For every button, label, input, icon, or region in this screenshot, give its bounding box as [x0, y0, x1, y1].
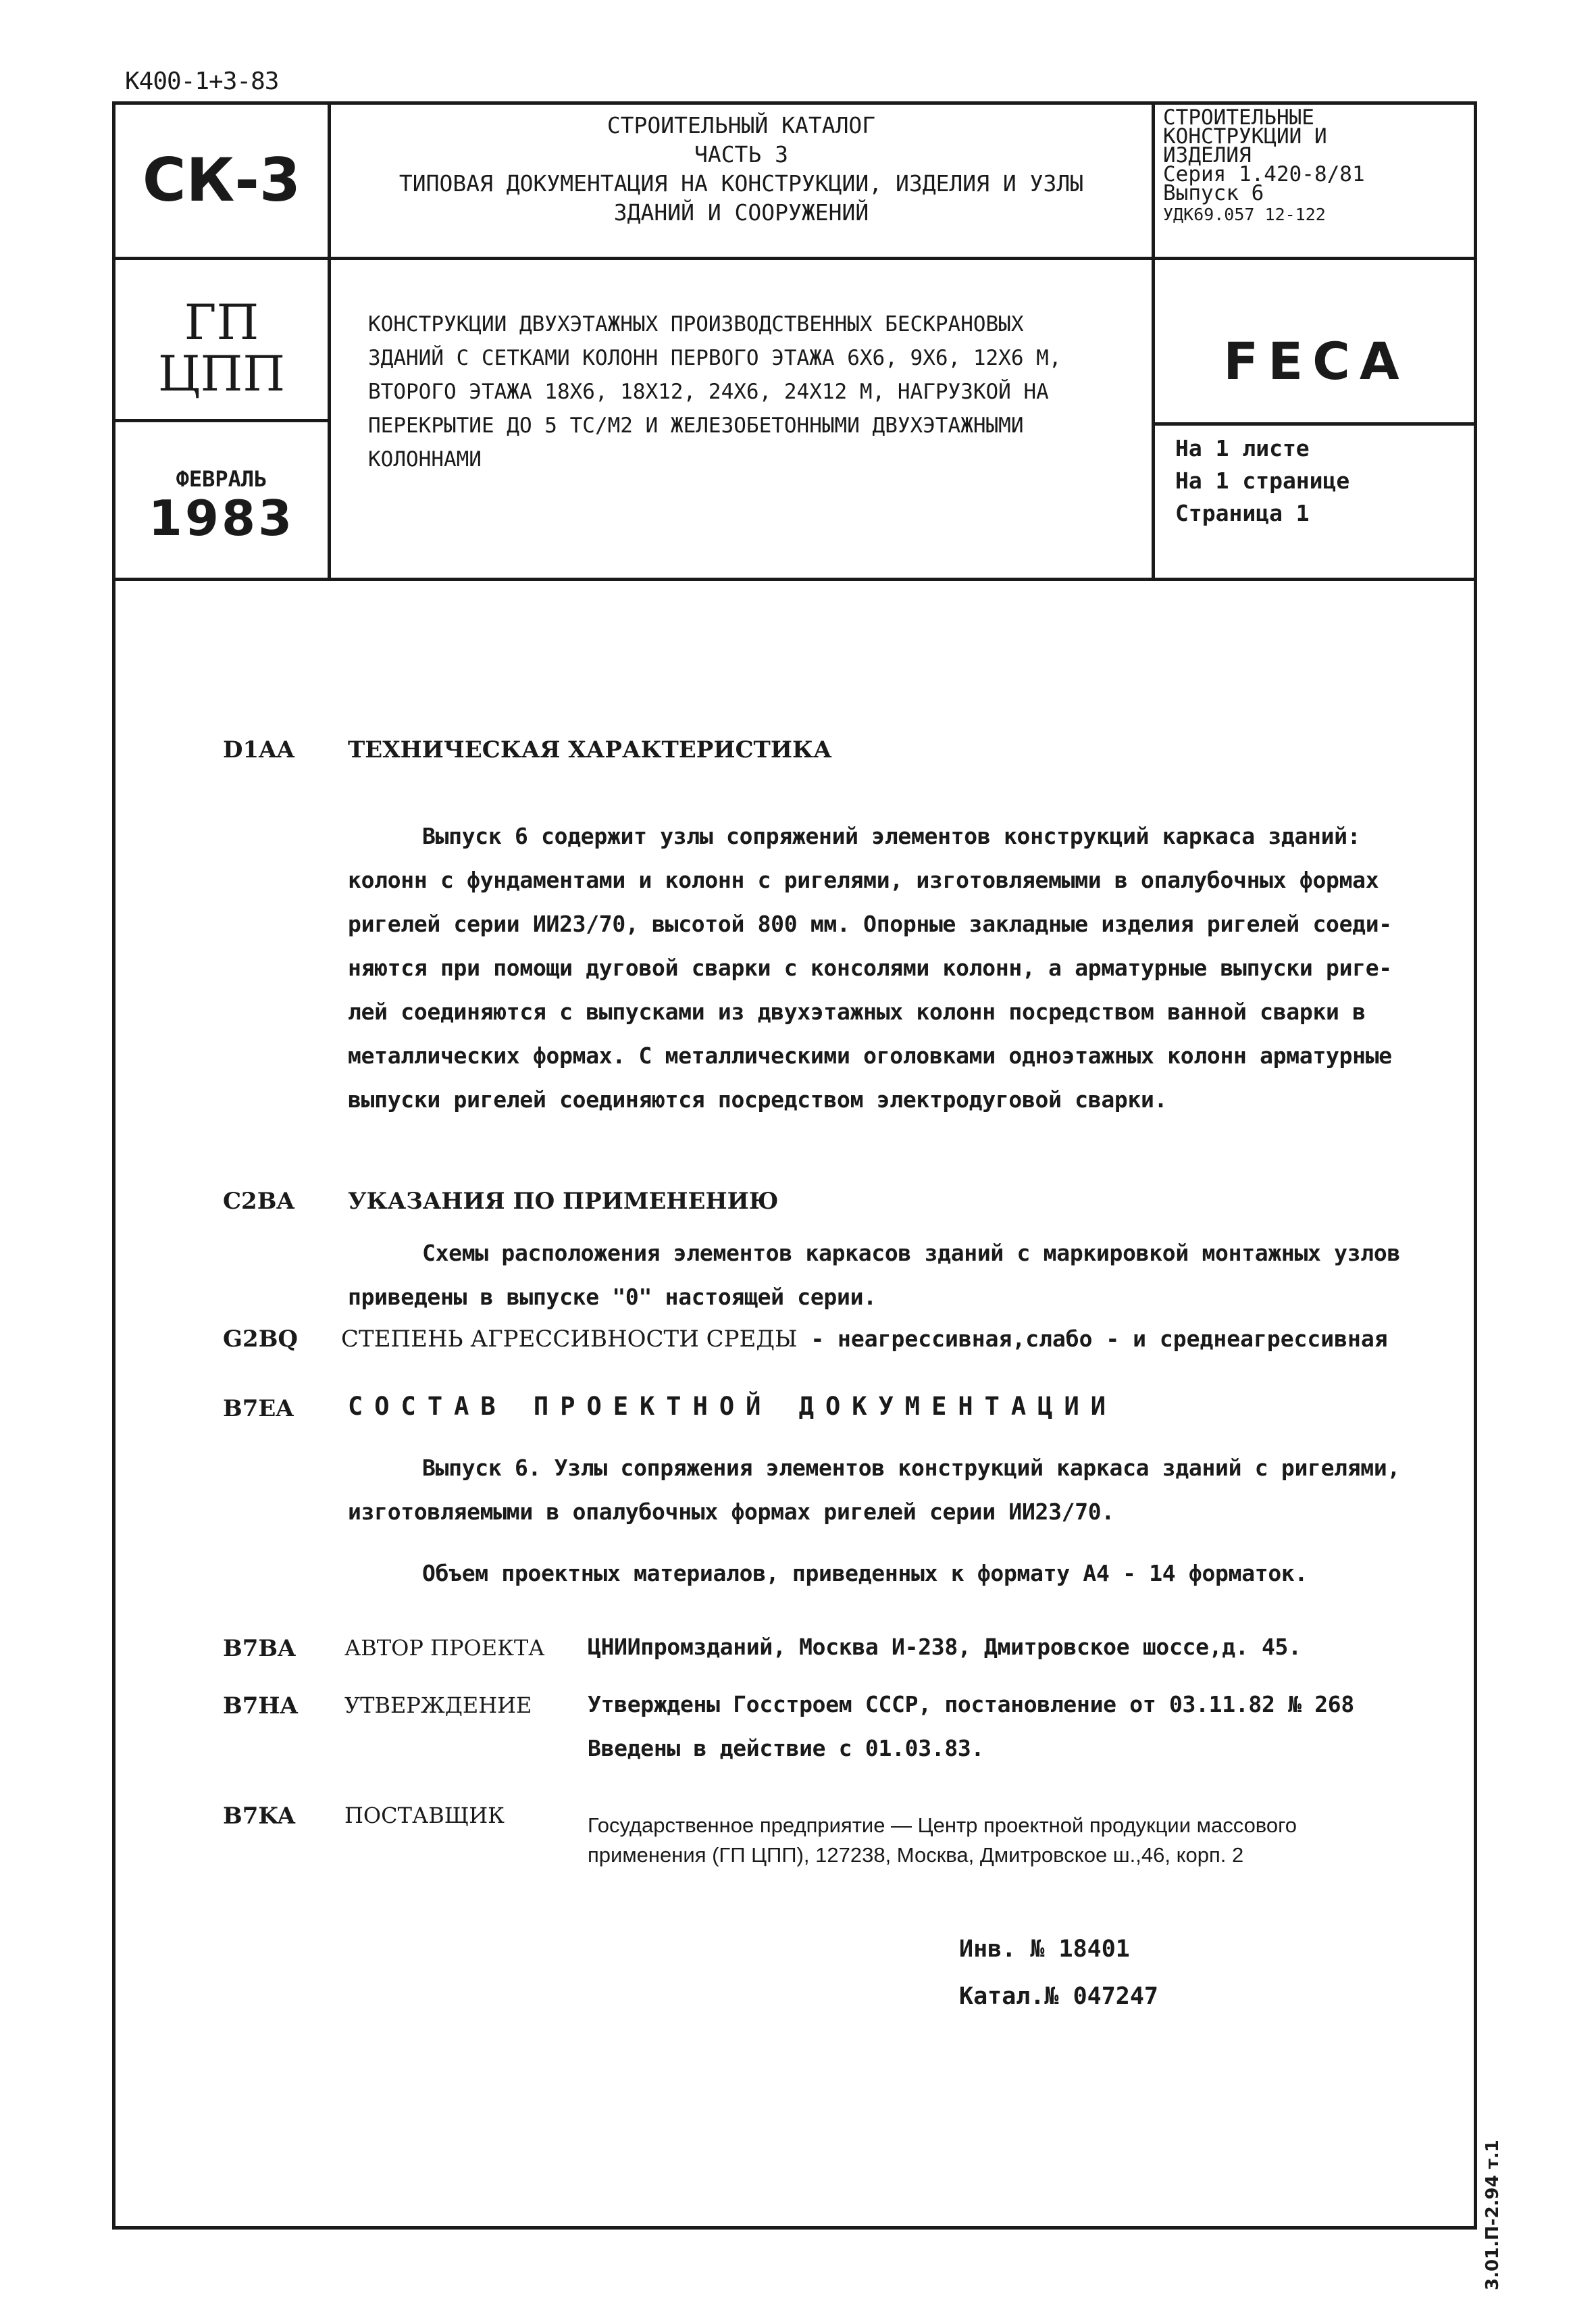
- text-line: няются при помощи дуговой сварки с консолями колонн, а арматурные выпуски риге-: [348, 955, 1392, 981]
- sheet-line: На 1 странице: [1175, 467, 1350, 494]
- section-title: СОСТАВ ПРОЕКТНОЙ ДОКУМЕНТАЦИИ: [348, 1392, 1118, 1421]
- text-line: Схемы расположения элементов каркасов зданий с маркировкой монтажных узлов: [422, 1240, 1401, 1266]
- header-divider-row1: [112, 257, 1477, 260]
- section-label: ПОСТАВЩИК: [344, 1803, 505, 1828]
- text-line: металлических формах. С металлическими оголовками одноэтажных колонн арматурные: [348, 1042, 1392, 1069]
- project-title-line: ВТОРОГО ЭТАЖА 18Х6, 18Х12, 24Х6, 24Х12 М, НАГРУЗКОЙ НА: [368, 380, 1049, 404]
- approval-line: Введены в действие с 01.03.83.: [588, 1735, 985, 1761]
- aggression-value: - неагрессивная,слабо - и среднеагрессивная: [797, 1326, 1388, 1352]
- supplier-line: применения (ГП ЦПП), 127238, Москва, Дмитровское ш.,46, корп. 2: [588, 1843, 1244, 1867]
- document-code: К400-1+3-83: [125, 68, 279, 95]
- text-line: изготовляемыми в опалубочных формах ригелей серии ИИ23/70.: [348, 1499, 1114, 1525]
- series-info: [1163, 105, 1474, 224]
- section-title: СТЕПЕНЬ АГРЕССИВНОСТИ СРЕДЫ: [341, 1326, 798, 1353]
- text-line: Выпуск 6 содержит узлы сопряжений элементов конструкций каркаса зданий:: [422, 823, 1361, 849]
- classification-code: FECA: [1223, 331, 1409, 391]
- text-line: колонн с фундаментами и колонн с ригелями, изготовляемыми в опалубочных формах: [348, 867, 1379, 893]
- series-line: Серия 1.420-8/81: [1163, 162, 1365, 186]
- catalog-title-line: ТИПОВАЯ ДОКУМЕНТАЦИЯ НА КОНСТРУКЦИИ, ИЗДЕЛИЯ И УЗЛЫ: [398, 170, 1084, 197]
- aggression-line: [341, 1326, 1388, 1353]
- composition-description: [348, 1446, 1435, 1595]
- usage-description: [348, 1231, 1435, 1319]
- text-line: выпуски ригелей соединяются посредством электродуговой сварки.: [348, 1086, 1168, 1113]
- approval-value: [588, 1682, 1445, 1770]
- text-line: ригелей серии ИИ23/70, высотой 800 мм. Опорные закладные изделия ригелей соеди-: [348, 911, 1392, 937]
- header-divider-left-row2: [112, 419, 330, 422]
- supplier-value: [588, 1811, 1445, 1870]
- catalog-title-line: СТРОИТЕЛЬНЫЙ КАТАЛОГ: [607, 112, 876, 139]
- volume-line: Объем проектных материалов, приведенных к формату А4 - 14 форматок.: [422, 1560, 1308, 1586]
- section-code: B7HA: [223, 1692, 298, 1719]
- section-code: C2BA: [223, 1188, 294, 1215]
- project-title: [368, 307, 1145, 476]
- section-label: УТВЕРЖДЕНИЕ: [344, 1692, 532, 1718]
- section-code: D1AA: [223, 736, 294, 763]
- catalog-code: СК-3: [142, 145, 301, 215]
- sheet-info: [1175, 432, 1472, 530]
- organization-line: ЦПП: [157, 345, 286, 402]
- section-title: ТЕХНИЧЕСКАЯ ХАРАКТЕРИСТИКА: [348, 736, 832, 763]
- project-title-line: ЗДАНИЙ С СЕТКАМИ КОЛОНН ПЕРВОГО ЭТАЖА 6Х6, 9Х6, 12Х6 М,: [368, 346, 1062, 370]
- series-line: СТРОИТЕЛЬНЫЕ: [1163, 105, 1314, 130]
- section-code: B7KA: [223, 1803, 295, 1830]
- series-line: УДК69.057 12-122: [1163, 205, 1326, 224]
- publication-month: ФЕВРАЛЬ: [176, 466, 267, 492]
- supplier-line: Государственное предприятие — Центр проектной продукции массового: [588, 1813, 1297, 1837]
- text-line: приведены в выпуске "0" настоящей серии.: [348, 1284, 877, 1310]
- section-title: УКАЗАНИЯ ПО ПРИМЕНЕНИЮ: [348, 1188, 779, 1215]
- project-title-line: ПЕРЕКРЫТИЕ ДО 5 ТС/М2 И ЖЕЛЕЗОБЕТОННЫМИ ДВУХЭТАЖНЫМИ: [368, 413, 1024, 438]
- organization-line: ГП: [184, 294, 259, 351]
- project-title-line: КОНСТРУКЦИИ ДВУХЭТАЖНЫХ ПРОИЗВОДСТВЕННЫХ БЕСКРАНОВЫХ: [368, 312, 1024, 336]
- section-code: G2BQ: [223, 1326, 299, 1353]
- series-line: ИЗДЕЛИЯ: [1163, 143, 1252, 168]
- tech-description: [348, 814, 1435, 1122]
- section-code: B7BA: [223, 1635, 296, 1662]
- section-code: B7EA: [223, 1395, 294, 1422]
- publication-year: 1983: [148, 490, 295, 547]
- text-line: лей соединяются с выпусками из двухэтажных колонн посредством ванной сварки в: [348, 999, 1366, 1025]
- header-divider-right-row2: [1152, 422, 1477, 426]
- catalog-title-line: ЧАСТЬ 3: [694, 141, 789, 168]
- catalog-title: [331, 111, 1152, 228]
- organization: [115, 294, 328, 402]
- sheet-line: На 1 листе: [1175, 435, 1310, 461]
- section-label: АВТОР ПРОЕКТА: [344, 1635, 545, 1661]
- catalog-title-line: ЗДАНИЙ И СООРУЖЕНИЙ: [613, 199, 869, 226]
- side-stamp: 3.01.П-2.94 т.1: [1483, 2140, 1503, 2290]
- project-title-line: КОЛОННАМИ: [368, 447, 482, 472]
- sheet-line: Страница 1: [1175, 499, 1310, 526]
- series-line: Выпуск 6: [1163, 181, 1264, 205]
- series-line: КОНСТРУКЦИИ И: [1163, 124, 1327, 149]
- header-divider-bottom: [112, 578, 1477, 581]
- author-value: ЦНИИпромзданий, Москва И-238, Дмитровское шоссе,д. 45.: [588, 1634, 1302, 1660]
- text-line: Выпуск 6. Узлы сопряжения элементов конструкций каркаса зданий с ригелями,: [422, 1455, 1401, 1481]
- catalog-number: Катал.№ 047247: [959, 1983, 1159, 2010]
- inventory-block: [959, 1926, 1158, 2020]
- inventory-number: Инв. № 18401: [959, 1936, 1130, 1963]
- approval-line: Утверждены Госстроем СССР, постановление от 03.11.82 № 268: [588, 1691, 1354, 1717]
